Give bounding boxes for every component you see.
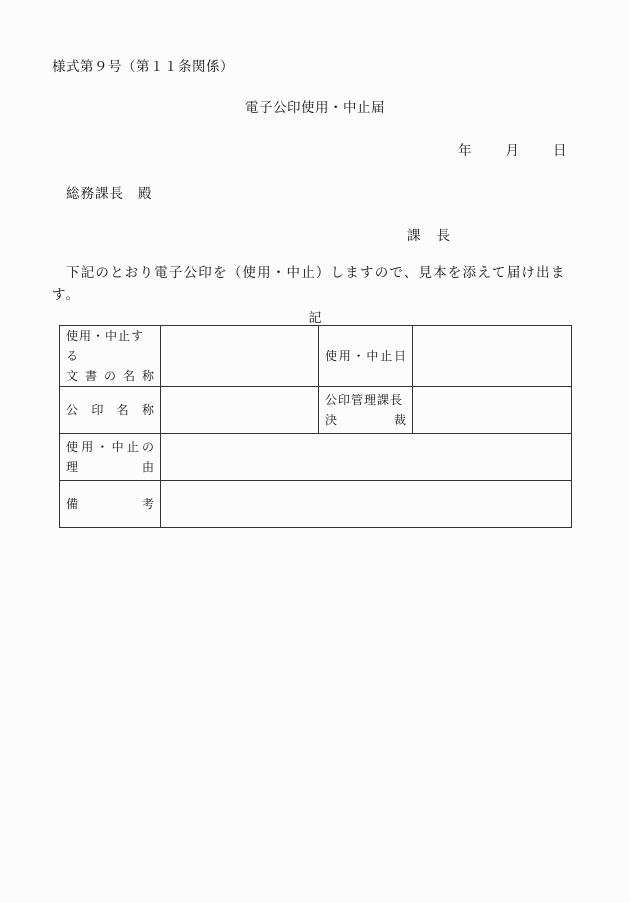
year-label: 年 xyxy=(458,143,472,159)
table-row xyxy=(60,387,572,434)
document-name-field[interactable] xyxy=(161,326,319,387)
label-reason-line2 xyxy=(66,457,154,477)
label-char: 決 xyxy=(325,413,338,427)
addressee xyxy=(66,182,153,202)
remarks-field[interactable] xyxy=(161,481,572,528)
label-char: 用 xyxy=(81,440,94,454)
label-seal-manager-line2 xyxy=(325,410,406,430)
label-char: 称 xyxy=(141,369,154,383)
month-label: 月 xyxy=(505,143,519,159)
ki-heading: 記 xyxy=(308,311,322,326)
table-row xyxy=(60,481,572,528)
label-cell-use-stop-date xyxy=(319,326,413,387)
label-reason-line1 xyxy=(66,437,154,457)
label-char: の xyxy=(141,440,154,454)
label-char: 中 xyxy=(111,440,124,454)
form-number: 様式第９号（第１１条関係） xyxy=(52,59,234,75)
label-document-name-line1: 使用・中止する xyxy=(66,329,145,363)
label-char: 止 xyxy=(380,349,393,363)
applicant-title: 長 xyxy=(436,228,450,244)
table-row xyxy=(60,326,572,387)
document-title: 電子公印使用・中止届 xyxy=(245,100,385,116)
label-document-name-line2 xyxy=(66,366,154,386)
day-label: 日 xyxy=(553,143,567,159)
label-char: 書 xyxy=(84,369,97,383)
label-char: 裁 xyxy=(393,413,406,427)
label-char: 中 xyxy=(366,349,379,363)
seal-name-field[interactable] xyxy=(161,387,319,434)
label-char: ・ xyxy=(352,349,365,363)
label-use-stop-date xyxy=(325,346,406,366)
label-cell-seal-name xyxy=(60,387,161,434)
seal-manager-approval-field[interactable] xyxy=(413,387,572,434)
label-char: ・ xyxy=(96,440,109,454)
label-char: 使 xyxy=(325,349,338,363)
label-char: 公 xyxy=(66,403,79,417)
label-char: 日 xyxy=(393,349,406,363)
addressee-honorific: 殿 xyxy=(138,186,153,202)
table-row xyxy=(60,434,572,481)
label-char: 由 xyxy=(141,460,154,474)
label-char: 称 xyxy=(141,403,154,417)
label-cell-seal-manager-approval xyxy=(319,387,413,434)
date-line xyxy=(458,139,567,159)
label-cell-reason xyxy=(60,434,161,481)
body-text: 下記のとおり電子公印を（使用・中止）しますので、見本を添えて届け出ます。 xyxy=(52,265,566,303)
label-char: の xyxy=(103,369,116,383)
label-char: 止 xyxy=(126,440,139,454)
label-seal-name xyxy=(66,400,154,420)
label-char: 名 xyxy=(122,369,135,383)
label-char: 考 xyxy=(141,497,154,511)
applicant-line xyxy=(407,224,450,244)
label-char: 備 xyxy=(66,497,79,511)
applicant-section: 課 xyxy=(407,228,421,244)
use-stop-date-field[interactable] xyxy=(413,326,572,387)
label-char: 用 xyxy=(338,349,351,363)
label-char: 文 xyxy=(66,369,79,383)
label-char: 名 xyxy=(116,403,129,417)
label-char: 理 xyxy=(66,460,79,474)
reason-field[interactable] xyxy=(161,434,572,481)
label-char: 印 xyxy=(91,403,104,417)
label-cell-document-name xyxy=(60,326,161,387)
label-seal-manager-line1: 公印管理課長 xyxy=(325,393,404,407)
form-table xyxy=(59,325,572,528)
label-cell-remarks xyxy=(60,481,161,528)
label-remarks xyxy=(66,494,154,514)
label-char: 使 xyxy=(66,440,79,454)
addressee-name: 総務課長 xyxy=(66,186,124,202)
